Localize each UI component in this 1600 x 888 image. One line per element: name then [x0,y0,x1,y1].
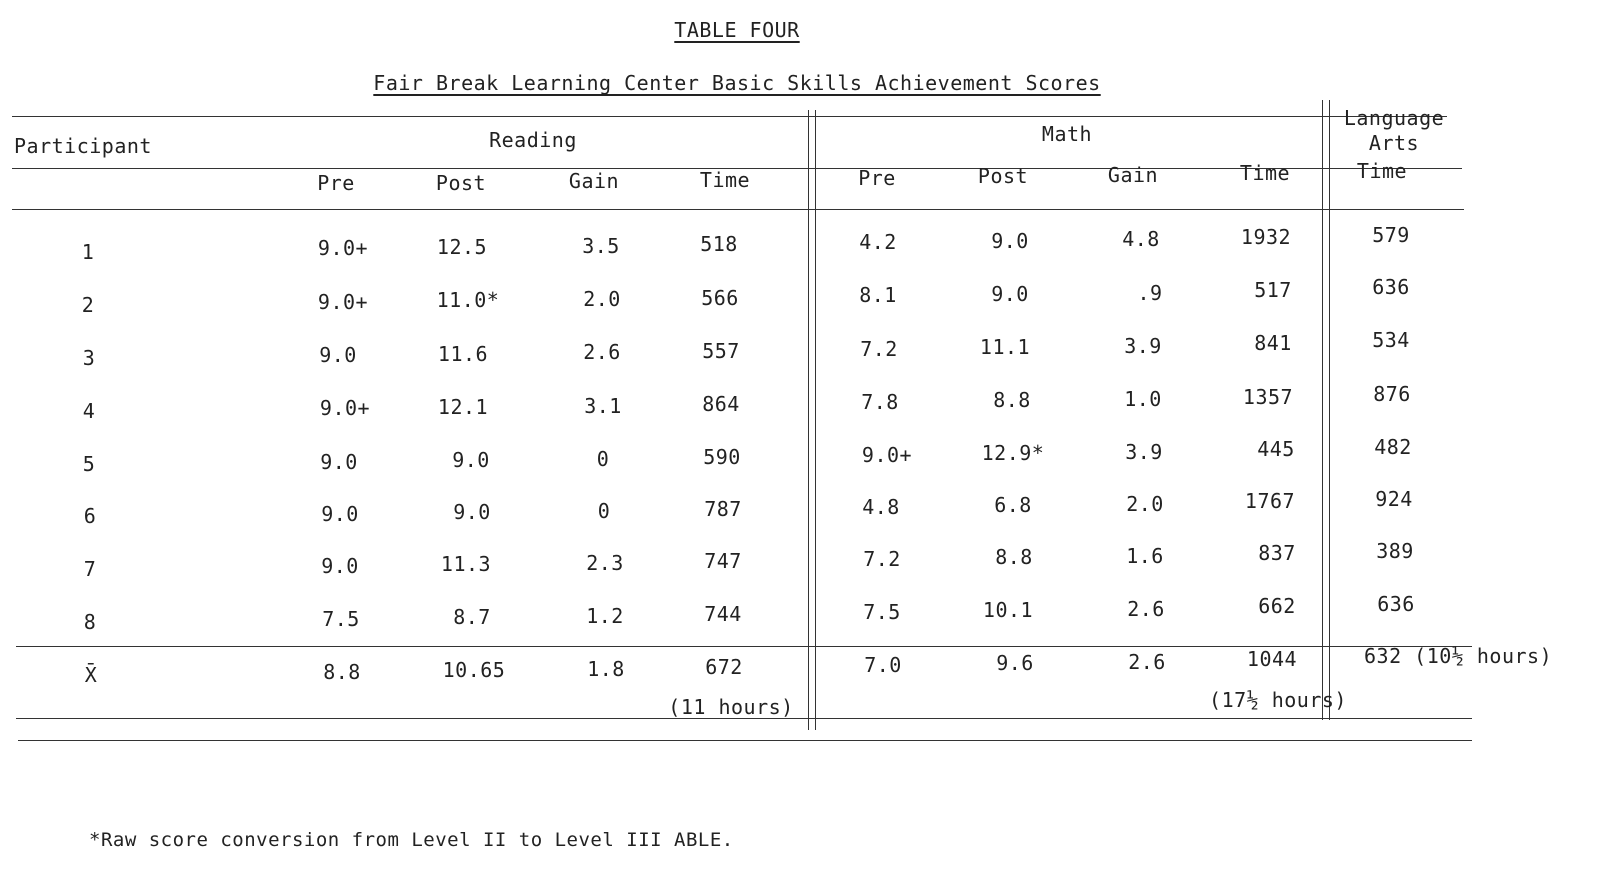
cell-reading-post: 8.7 [453,605,491,629]
cell-math-post: 8.8 [995,545,1033,569]
subheader-rule [12,209,1464,210]
cell-reading-post: 12.1 [437,395,489,419]
cell-la-time: 534 [1372,328,1410,352]
cell-math-post: 8.8 [993,388,1031,412]
cell-reading-time: 744 [704,602,742,626]
mean-math-pre: 7.0 [864,653,902,677]
cell-math-gain: 3.9 [1124,334,1162,358]
header-language-arts: Arts [1368,131,1420,155]
cell-reading-time: 557 [702,339,740,363]
cell-reading-time: 747 [704,549,742,573]
cell-participant: 1 [81,240,95,264]
subheader-pre: Pre [317,171,355,195]
cell-math-time: 445 [1257,437,1295,461]
cell-math-time: 837 [1258,541,1296,565]
mean-label: X̄ [84,663,98,687]
column-divider [808,110,809,730]
cell-reading-post: 9.0 [453,500,491,524]
cell-reading-time: 518 [700,232,738,256]
cell-la-time: 636 [1377,592,1415,616]
cell-math-time: 662 [1258,594,1296,618]
cell-reading-gain: 3.5 [582,234,620,258]
cell-math-post: 10.1 [982,598,1034,622]
cell-math-post: 9.0 [991,229,1029,253]
cell-math-gain: 3.9 [1125,440,1163,464]
mean-reading-gain: 1.8 [587,657,625,681]
cell-reading-gain: 1.2 [586,604,624,628]
cell-reading-pre: 9.0 [320,450,358,474]
cell-reading-gain: 2.6 [583,340,621,364]
cell-reading-time: 566 [701,286,739,310]
header-math: Math [1041,122,1093,146]
cell-la-time: 482 [1374,435,1412,459]
subheader-pre: Pre [858,166,896,190]
subheader-post: Post [435,171,487,195]
cell-reading-gain: 0 [597,499,611,523]
cell-participant: 5 [82,452,96,476]
mean-math-post: 9.6 [996,651,1034,675]
cell-math-gain: .9 [1137,281,1163,305]
cell-math-gain: 1.6 [1126,544,1164,568]
cell-math-gain: 2.6 [1127,597,1165,621]
mean-reading-pre: 8.8 [323,660,361,684]
cell-la-time: 924 [1375,487,1413,511]
cell-math-time: 517 [1254,278,1292,302]
cell-math-gain: 1.0 [1124,387,1162,411]
cell-math-pre: 9.0+ [861,443,913,467]
cell-la-time: 579 [1372,223,1410,247]
cell-reading-time: 787 [704,497,742,521]
cell-reading-gain: 2.0 [583,287,621,311]
cell-reading-post: 9.0 [452,448,490,472]
cell-participant: 4 [82,399,96,423]
column-divider [815,110,816,730]
cell-math-gain: 2.0 [1126,492,1164,516]
column-divider [1329,100,1330,720]
cell-participant: 7 [83,557,97,581]
cell-reading-pre: 9.0+ [317,290,369,314]
top-rule [12,116,1447,117]
mean-math-time: 1044 [1246,647,1298,671]
cell-reading-pre: 9.0 [321,502,359,526]
cell-reading-post: 11.0* [436,288,500,312]
cell-math-gain: 4.8 [1122,227,1160,251]
cell-math-post: 11.1 [979,335,1031,359]
cell-reading-pre: 7.5 [322,607,360,631]
cell-reading-pre: 9.0+ [317,236,369,260]
table-title: Fair Break Learning Center Basic Skills Achievement Scores [373,71,1101,95]
cell-math-time: 1932 [1240,225,1292,249]
cell-math-post: 12.9* [981,441,1045,465]
mean-math-gain: 2.6 [1128,650,1166,674]
mean-reading-post: 10.65 [442,658,506,682]
cell-math-time: 1357 [1242,385,1294,409]
header-participant: Participant [14,134,152,158]
header-reading: Reading [489,128,577,152]
cell-reading-pre: 9.0 [321,554,359,578]
cell-math-pre: 4.2 [859,230,897,254]
cell-reading-time: 590 [703,445,741,469]
cell-reading-gain: 3.1 [584,394,622,418]
cell-math-time: 841 [1254,331,1292,355]
table-label: TABLE FOUR [674,18,800,42]
cell-reading-pre: 9.0+ [319,396,371,420]
footnote: *Raw score conversion from Level II to Level III ABLE. [89,829,734,851]
cell-math-pre: 7.2 [860,337,898,361]
cell-la-time: 636 [1372,275,1410,299]
cell-participant: 8 [83,610,97,634]
math-hours-note: (17½ hours) [1209,688,1347,712]
cell-reading-time: 864 [702,392,740,416]
cell-reading-gain: 0 [596,447,610,471]
cell-la-time: 876 [1373,382,1411,406]
cell-participant: 2 [81,293,95,317]
cell-reading-post: 11.6 [437,342,489,366]
cell-reading-pre: 9.0 [319,343,357,367]
cell-math-pre: 7.2 [863,547,901,571]
column-divider [1322,100,1323,720]
cell-reading-post: 12.5 [436,235,488,259]
header-language-arts: Language [1343,106,1445,130]
subheader-gain: Gain [568,169,620,193]
cell-participant: 6 [83,504,97,528]
cell-math-post: 9.0 [991,282,1029,306]
reading-hours-note: (11 hours) [668,695,794,719]
cell-reading-post: 11.3 [440,552,492,576]
cell-math-post: 6.8 [994,493,1032,517]
subheader-time: Time [1239,161,1291,185]
subheader-time: Time [1356,159,1408,183]
cell-participant: 3 [82,346,96,370]
closing-rule [18,740,1472,741]
cell-math-pre: 8.1 [859,283,897,307]
cell-math-pre: 4.8 [862,495,900,519]
cell-math-pre: 7.8 [861,390,899,414]
cell-math-time: 1767 [1244,489,1296,513]
subheader-post: Post [977,164,1029,188]
cell-reading-gain: 2.3 [586,551,624,575]
mean-la-time: 632 (10½ hours) [1364,644,1553,668]
mean-reading-time: 672 [705,655,743,679]
cell-la-time: 389 [1376,539,1414,563]
subheader-time: Time [699,168,751,192]
subheader-gain: Gain [1107,163,1159,187]
cell-math-pre: 7.5 [863,600,901,624]
